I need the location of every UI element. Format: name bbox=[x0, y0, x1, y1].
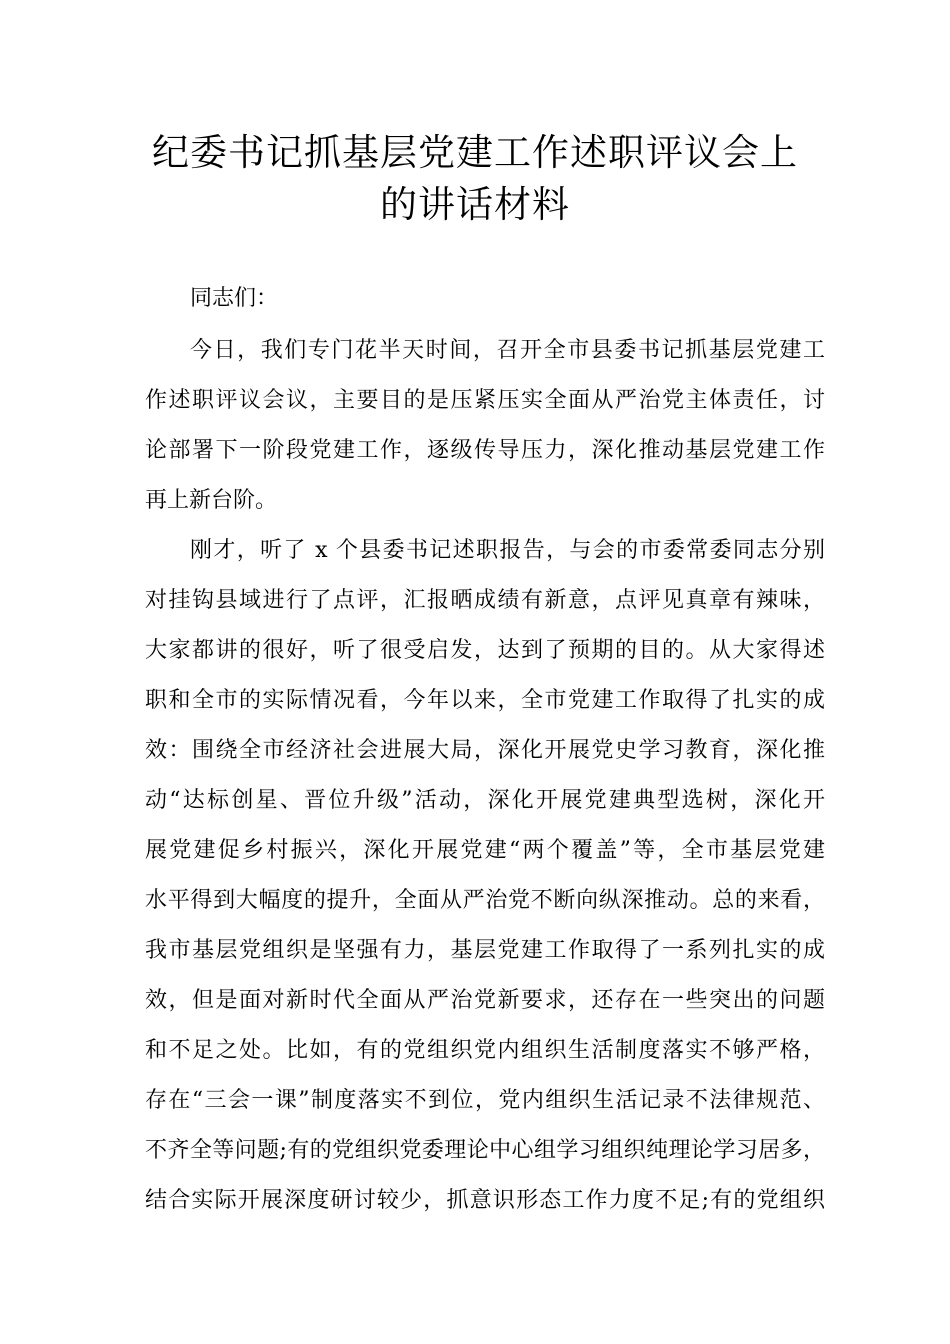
body-line: 效，但是面对新时代全面从严治党新要求，还存在一些突出的问题 bbox=[145, 988, 825, 1013]
body-line: 水平得到大幅度的提升，全面从严治党不断向纵深推动。总的来看， bbox=[145, 888, 825, 913]
body-line: 刚才，听了 x 个县委书记述职报告，与会的市委常委同志分别 bbox=[190, 538, 825, 563]
body-line: 大家都讲的很好，听了很受启发，达到了预期的目的。从大家得述 bbox=[145, 638, 825, 663]
body-line: 论部署下一阶段党建工作，逐级传导压力，深化推动基层党建工作 bbox=[145, 438, 825, 463]
body-line: 存在“三会一课”制度落实不到位，党内组织生活记录不法律规范、 bbox=[145, 1088, 825, 1113]
document-title-line-2: 的讲话材料 bbox=[380, 183, 570, 226]
body-line: 对挂钩县域进行了点评，汇报晒成绩有新意，点评见真章有辣味， bbox=[145, 588, 825, 613]
salutation: 同志们： bbox=[190, 286, 279, 311]
body-line: 作述职评议会议，主要目的是压紧压实全面从严治党主体责任，讨 bbox=[145, 388, 825, 413]
body-line: 结合实际开展深度研讨较少，抓意识形态工作力度不足;有的党组织 bbox=[145, 1188, 825, 1213]
body-line: 动“达标创星、晋位升级”活动，深化开展党建典型选树，深化开 bbox=[145, 788, 825, 813]
body-line: 效：围绕全市经济社会进展大局，深化开展党史学习教育，深化推 bbox=[145, 738, 825, 763]
body-line: 再上新台阶。 bbox=[145, 488, 278, 513]
body-line: 我市基层党组织是坚强有力，基层党建工作取得了一系列扎实的成 bbox=[145, 938, 825, 963]
body-line: 展党建促乡村振兴，深化开展党建“两个覆盖”等，全市基层党建 bbox=[145, 838, 825, 863]
body-line: 职和全市的实际情况看，今年以来，全市党建工作取得了扎实的成 bbox=[145, 688, 825, 713]
body-line: 不齐全等问题;有的党组织党委理论中心组学习组织纯理论学习居多， bbox=[145, 1138, 825, 1163]
document-title-line-1: 纪委书记抓基层党建工作述职评议会上 bbox=[152, 131, 798, 174]
body-line: 和不足之处。比如，有的党组织党内组织生活制度落实不够严格， bbox=[145, 1038, 825, 1063]
body-line: 今日，我们专门花半天时间，召开全市县委书记抓基层党建工 bbox=[190, 338, 825, 363]
